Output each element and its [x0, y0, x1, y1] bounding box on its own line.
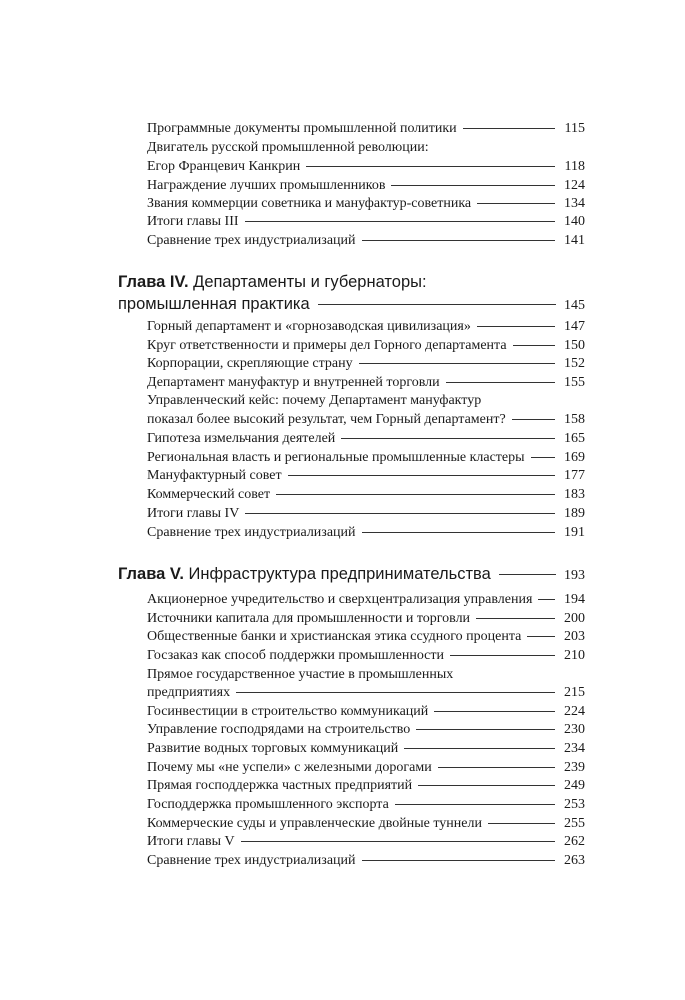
leader-line: [531, 457, 555, 458]
leader-line: [476, 618, 555, 619]
toc-entry-title: Награждение лучших промышленников: [147, 178, 386, 193]
toc-entry: [147, 610, 585, 628]
leader-line: [463, 128, 555, 129]
chapter-label: Глава IV.: [118, 273, 189, 291]
toc-entry: [147, 318, 585, 336]
leader-line: [391, 185, 555, 186]
toc-entry-title: Сравнение трех индустриализаций: [147, 853, 356, 868]
toc-entry: [147, 467, 585, 485]
toc-entry-title: показал более высокий результат, чем Горный департамент?: [147, 412, 506, 427]
toc-entry-page: 255: [564, 816, 585, 831]
toc-entry-title: предприятиях: [147, 685, 231, 700]
toc-entry-page: 165: [564, 431, 585, 446]
toc-entry: [147, 591, 585, 609]
toc-entry: [147, 721, 585, 739]
toc-entry-title: Корпорации, скрепляющие страну: [147, 356, 353, 371]
chapter-heading-row: [118, 293, 585, 317]
toc-entry: [147, 337, 585, 355]
toc-entry: [147, 777, 585, 795]
leader-line: [359, 363, 555, 364]
leader-line: [434, 711, 555, 712]
leader-line: [446, 382, 555, 383]
chapter-title-line1: Департаменты и губернаторы:: [193, 273, 427, 291]
toc-entry-title: Итоги главы III: [147, 214, 239, 229]
toc-entry-title: Почему мы «не успели» с железными дорогами: [147, 760, 432, 775]
toc-entry-page: 115: [564, 121, 585, 136]
toc-entry-page: 249: [564, 778, 585, 793]
leader-line: [513, 345, 555, 346]
toc-entry-title: Департамент мануфактур и внутренней торговли: [147, 375, 440, 390]
toc-entry-title: Прямая господдержка частных предприятий: [147, 778, 413, 793]
toc-entry-title: Гипотеза измельчания деятелей: [147, 431, 336, 446]
toc-entry-title: Коммерческий совет: [147, 487, 271, 502]
toc-entry: [147, 628, 585, 646]
toc-entry-page: 140: [564, 214, 585, 229]
leader-line: [438, 767, 555, 768]
leader-line: [538, 599, 555, 600]
toc-entry-page: 183: [564, 487, 585, 502]
toc-entry-title: Акционерное учредительство и сверхцентрализация управления: [147, 592, 533, 607]
toc-entry: [147, 120, 585, 138]
toc-entry: [147, 524, 585, 542]
toc-entry: [147, 355, 585, 373]
toc-entry-title: Итоги главы IV: [147, 506, 240, 521]
toc-entry-page: 155: [564, 375, 585, 390]
toc-entry-title: Господдержка промышленного экспорта: [147, 797, 389, 812]
leader-line: [362, 532, 555, 533]
toc-entry-title: Егор Францевич Канкрин: [147, 159, 301, 174]
leader-line: [276, 494, 555, 495]
toc-entry: [147, 852, 585, 870]
toc-entry: [147, 449, 585, 467]
leader-line: [306, 166, 555, 167]
leader-line: [499, 574, 556, 575]
toc-entry: [147, 486, 585, 504]
chapter-heading-row: [118, 563, 585, 587]
toc-entry-page: 215: [564, 685, 585, 700]
toc-entry: [147, 430, 585, 448]
toc-entry-page: 239: [564, 760, 585, 775]
leader-line: [395, 804, 555, 805]
leader-line: [450, 655, 555, 656]
leader-line: [245, 221, 555, 222]
toc-entry: [147, 759, 585, 777]
toc-entry: [147, 411, 585, 429]
toc-entry: [147, 647, 585, 665]
chapter-page: 145: [564, 298, 585, 313]
toc-entry-title: Развитие водных торговых коммуникаций: [147, 741, 399, 756]
toc-entry: [147, 158, 585, 176]
toc-entry: [147, 374, 585, 392]
toc-entry: [147, 703, 585, 721]
toc-entry-page: 158: [564, 412, 585, 427]
chapter-title: Инфраструктура предпринимательства: [188, 565, 491, 583]
chapter-page: 193: [564, 568, 585, 583]
toc-entry-page: 150: [564, 338, 585, 353]
toc-entry: [147, 740, 585, 758]
toc-entry-title: Горный департамент и «горнозаводская цивилизация»: [147, 319, 471, 334]
toc-entry: [147, 505, 585, 523]
toc-entry-page: 194: [564, 592, 585, 607]
toc-entry-title: Общественные банки и христианская этика ссудного процента: [147, 629, 522, 644]
toc-entry-page: 141: [564, 233, 585, 248]
toc-entry-page: 263: [564, 853, 585, 868]
toc-entry-page: 200: [564, 611, 585, 626]
toc-entry-page: 224: [564, 704, 585, 719]
leader-line: [341, 438, 555, 439]
toc-entry: [147, 796, 585, 814]
toc-entry-page: 234: [564, 741, 585, 756]
leader-line: [477, 326, 555, 327]
toc-entry-page: 253: [564, 797, 585, 812]
toc-entry-title: Сравнение трех индустриализаций: [147, 525, 356, 540]
leader-line: [477, 203, 555, 204]
leader-line: [245, 513, 555, 514]
toc-entry-title-line1: Прямое государственное участие в промышленных: [147, 667, 454, 682]
toc-entry: [147, 195, 585, 213]
leader-line: [318, 304, 556, 305]
leader-line: [418, 785, 555, 786]
leader-line: [488, 823, 555, 824]
toc-entry-page: 210: [564, 648, 585, 663]
leader-line: [512, 419, 555, 420]
toc-entry: [147, 833, 585, 851]
toc-entry-title-line1: Двигатель русской промышленной революции:: [147, 140, 429, 155]
toc-entry-page: 118: [564, 159, 585, 174]
toc-entry-title: Управление господрядами на строительство: [147, 722, 411, 737]
toc-entry-page: 203: [564, 629, 585, 644]
toc-entry-page: 189: [564, 506, 585, 521]
chapter-heading: [118, 271, 427, 293]
toc-entry: [147, 815, 585, 833]
toc-entry-title: Госинвестиции в строительство коммуникаций: [147, 704, 429, 719]
toc-entry: [147, 213, 585, 231]
toc-entry-page: 230: [564, 722, 585, 737]
toc-entry-page: 191: [564, 525, 585, 540]
leader-line: [404, 748, 555, 749]
toc-entry-title: Сравнение трех индустриализаций: [147, 233, 356, 248]
leader-line: [527, 636, 555, 637]
leader-line: [362, 860, 555, 861]
toc-entry-title: Итоги главы V: [147, 834, 235, 849]
toc-entry-title: Региональная власть и региональные промышленные кластеры: [147, 450, 525, 465]
toc-entry-title: Коммерческие суды и управленческие двойные туннели: [147, 816, 482, 831]
toc-entry-title: Мануфактурный совет: [147, 468, 282, 483]
toc-entry-page: 177: [564, 468, 585, 483]
chapter-label: Глава V.: [118, 565, 184, 583]
leader-line: [416, 729, 555, 730]
toc-entry: [147, 232, 585, 250]
toc-entry-title: Источники капитала для промышленности и торговли: [147, 611, 471, 626]
toc-entry-page: 147: [564, 319, 585, 334]
leader-line: [288, 475, 555, 476]
leader-line: [241, 841, 555, 842]
toc-entry-page: 124: [564, 178, 585, 193]
chapter-title-line2: промышленная практика: [118, 295, 310, 313]
leader-line: [362, 240, 555, 241]
toc-entry-page: 152: [564, 356, 585, 371]
toc-entry-title-line1: Управленческий кейс: почему Департамент мануфактур: [147, 393, 482, 408]
toc-entry-title: Круг ответственности и примеры дел Горного департамента: [147, 338, 507, 353]
chapter-heading: [118, 563, 491, 585]
toc-entry-page: 134: [564, 196, 585, 211]
toc-entry-page: 262: [564, 834, 585, 849]
leader-line: [236, 692, 555, 693]
toc-entry-title: Госзаказ как способ поддержки промышленности: [147, 648, 444, 663]
toc-entry: [147, 177, 585, 195]
toc-entry-page: 169: [564, 450, 585, 465]
toc-entry-title: Программные документы промышленной политики: [147, 121, 457, 136]
toc-entry: [147, 684, 585, 702]
toc-entry-title: Звания коммерции советника и мануфактур-советника: [147, 196, 472, 211]
